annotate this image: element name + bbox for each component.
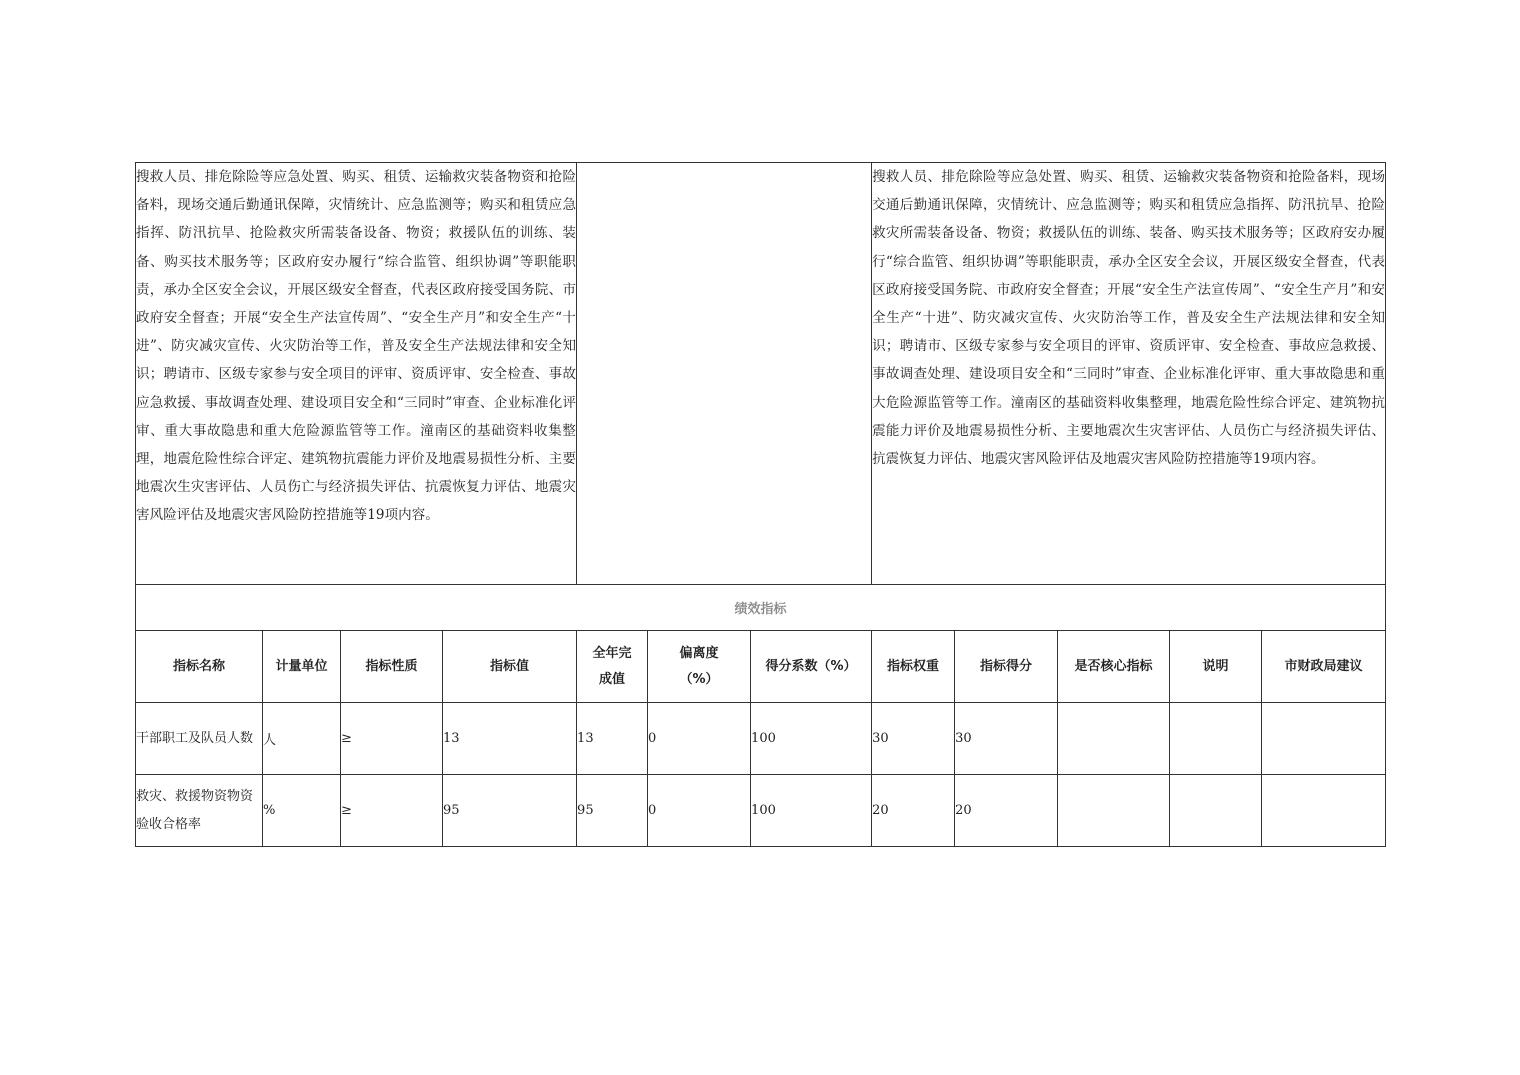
header-name: 指标名称 xyxy=(136,631,263,703)
performance-table xyxy=(135,162,1386,847)
cell-nature: ≥ xyxy=(341,775,443,847)
header-done-line2: 成值 xyxy=(599,671,626,687)
cell-score: 20 xyxy=(955,775,1058,847)
cell-value: 95 xyxy=(443,775,577,847)
header-unit: 计量单位 xyxy=(263,631,341,703)
header-done xyxy=(577,631,648,703)
cell-unit: % xyxy=(263,775,341,847)
cell-suggestion xyxy=(1262,703,1386,775)
cell-value: 13 xyxy=(443,703,577,775)
header-note: 说明 xyxy=(1170,631,1262,703)
cell-nature: ≥ xyxy=(341,703,443,775)
cell-core xyxy=(1058,703,1170,775)
header-suggestion: 市财政局建议 xyxy=(1262,631,1386,703)
cell-deviation: 0 xyxy=(648,775,751,847)
cell-coefficient: 100 xyxy=(751,775,872,847)
cell-weight: 30 xyxy=(872,703,955,775)
cell-core xyxy=(1058,775,1170,847)
header-coefficient: 得分系数（%） xyxy=(751,631,872,703)
section-title: 绩效指标 xyxy=(136,585,1386,631)
cell-note xyxy=(1170,775,1262,847)
header-deviation-line2: （%） xyxy=(679,671,719,687)
cell-name: 救灾、救援物资物资验收合格率 xyxy=(136,775,263,847)
middle-content-cell xyxy=(577,163,872,585)
header-deviation-line1: 偏离度 xyxy=(679,645,719,661)
header-nature: 指标性质 xyxy=(341,631,443,703)
header-score: 指标得分 xyxy=(955,631,1058,703)
cell-suggestion xyxy=(1262,775,1386,847)
cell-unit: 人 xyxy=(263,703,341,775)
cell-done: 13 xyxy=(577,703,648,775)
table-row xyxy=(136,775,1386,847)
header-core: 是否核心指标 xyxy=(1058,631,1170,703)
right-content-cell: 搜救人员、排危除险等应急处置、购买、租赁、运输救灾装备物资和抢险备料，现场交通后勤通讯保障，灾情统计、应急监测等；购买和租赁应急指挥、防汛抗旱、抢险救灾所需装备设备、物资；救援队伍的训练、装备、购买技术服务等；区政府安办履行“综合监管、组织协调”等职能职责，承办全区安全会议，开展区级安全督查，代表区政府接受国务院、市政府安全督查；开展“安全生产法宣传周”、“安全生产月”和安全生产“十进”、防灾减灾宣传、火灾防治等工作，普及安全生产法规法律和安全知识；聘请市、区级专家参与安全项目的评审、资质评审、安全检查、事故应急救援、事故调查处理、建设项目安全和“三同时”审查、企业标准化评审、重大事故隐患和重大危险源监管等工作。潼南区的基础资料收集整理，地震危险性综合评定、建筑物抗震能力评价及地震易损性分析、主要地震次生灾害评估、人员伤亡与经济损失评估、抗震恢复力评估、地震灾害风险评估及地震灾害风险防控措施等19项内容。 xyxy=(872,163,1386,585)
cell-score: 30 xyxy=(955,703,1058,775)
cell-deviation: 0 xyxy=(648,703,751,775)
cell-coefficient: 100 xyxy=(751,703,872,775)
cell-name: 干部职工及队员人数 xyxy=(136,703,263,775)
header-value: 指标值 xyxy=(443,631,577,703)
left-content-cell: 搜救人员、排危除险等应急处置、购买、租赁、运输救灾装备物资和抢险备料，现场交通后勤通讯保障，灾情统计、应急监测等；购买和租赁应急指挥、防汛抗旱、抢险救灾所需装备设备、物资；救援队伍的训练、装备、购买技术服务等；区政府安办履行“综合监管、组织协调”等职能职责，承办全区安全会议，开展区级安全督查，代表区政府接受国务院、市政府安全督查；开展“安全生产法宣传周”、“安全生产月”和安全生产“十进”、防灾减灾宣传、火灾防治等工作，普及安全生产法规法律和安全知识；聘请市、区级专家参与安全项目的评审、资质评审、安全检查、事故应急救援、事故调查处理、建设项目安全和“三同时”审查、企业标准化评审、重大事故隐患和重大危险源监管等工作。潼南区的基础资料收集整理，地震危险性综合评定、建筑物抗震能力评价及地震易损性分析、主要地震次生灾害评估、人员伤亡与经济损失评估、抗震恢复力评估、地震灾害风险评估及地震灾害风险防控措施等19项内容。 xyxy=(136,163,577,585)
section-title-row xyxy=(136,585,1386,631)
header-deviation xyxy=(648,631,751,703)
table-row xyxy=(136,703,1386,775)
header-row xyxy=(136,631,1386,703)
cell-note xyxy=(1170,703,1262,775)
header-done-line1: 全年完 xyxy=(592,645,632,661)
cell-weight: 20 xyxy=(872,775,955,847)
header-weight: 指标权重 xyxy=(872,631,955,703)
content-row xyxy=(136,163,1386,585)
cell-done: 95 xyxy=(577,775,648,847)
